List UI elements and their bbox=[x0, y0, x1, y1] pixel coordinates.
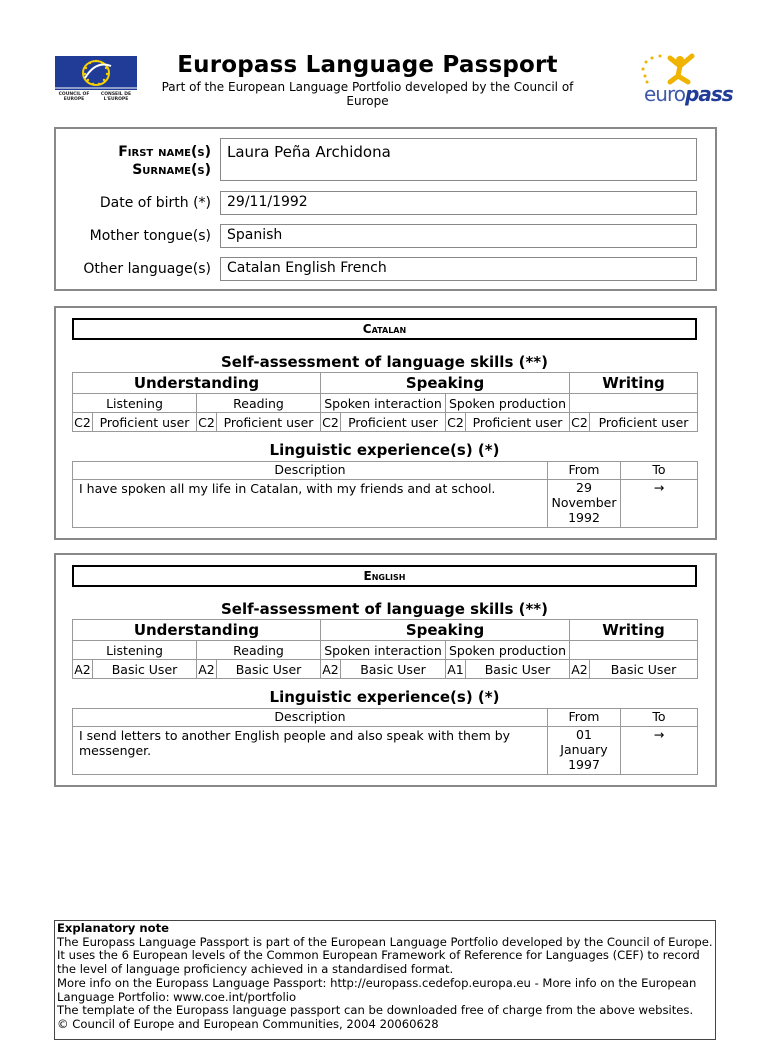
reading-header: Reading bbox=[197, 394, 321, 413]
skills-table bbox=[72, 619, 698, 679]
experience-table bbox=[72, 461, 698, 528]
spoken-interaction-header: Spoken interaction bbox=[321, 641, 446, 660]
note-line-3: The template of the Europass language passport can be downloaded free of charge from the above websites. bbox=[57, 1003, 694, 1018]
skill-level-code: C2 bbox=[322, 414, 339, 430]
skills-level-row bbox=[73, 413, 698, 432]
other-languages-field: Catalan English French bbox=[220, 257, 697, 281]
experience-from bbox=[548, 480, 621, 528]
linguistic-experience-title: Linguistic experience(s) (*) bbox=[269, 441, 500, 459]
note-line-1: The Europass Language Passport is part of the European Language Portfolio developed by the Council of Europe. It uses the 6 European levels of the Common European Framework of Reference for Languages (CEF) to record the level of language proficiency achieved in a standardised format. bbox=[57, 934, 713, 977]
skill-level-label: Basic User bbox=[93, 660, 197, 679]
language-panel-catalan bbox=[54, 306, 717, 540]
experience-row bbox=[73, 727, 698, 775]
skills-table bbox=[72, 372, 698, 432]
skill-level-code: C2 bbox=[74, 414, 91, 430]
europass-figure-icon bbox=[636, 52, 718, 86]
self-assessment-title: Self-assessment of language skills (**) bbox=[220, 353, 549, 371]
explanatory-note bbox=[54, 920, 716, 1040]
listening-header: Listening bbox=[73, 641, 197, 660]
note-line-2: More info on the Europass Language Passport: http://europass.cedefop.europa.eu - More info on the European Language Portfolio: www.coe.int/portfolio bbox=[57, 975, 697, 1004]
skill-level-code: A2 bbox=[571, 661, 588, 677]
writing-header: Writing bbox=[570, 620, 698, 641]
description-header: Description bbox=[73, 709, 548, 727]
skill-level-label: Proficient user bbox=[466, 413, 570, 432]
skill-level-label: Proficient user bbox=[341, 413, 446, 432]
coe-logo-text-fr: CONSEIL DE L'EUROPE bbox=[100, 92, 132, 102]
spoken-production-header: Spoken production bbox=[446, 394, 570, 413]
experience-table bbox=[72, 708, 698, 775]
language-panel-english bbox=[54, 553, 717, 787]
date-of-birth-field: 29/11/1992 bbox=[220, 191, 697, 215]
skill-level-code: C2 bbox=[571, 414, 588, 430]
note-title: Explanatory note bbox=[57, 921, 170, 935]
experience-to: → bbox=[621, 727, 698, 775]
skill-level-label: Proficient user bbox=[93, 413, 197, 432]
self-assessment-title: Self-assessment of language skills (**) bbox=[220, 600, 549, 618]
coe-logo-text-en: COUNCIL OF EUROPE bbox=[58, 92, 90, 102]
page-subtitle: Part of the European Language Portfolio developed by the Council of Europe bbox=[161, 80, 574, 108]
language-name: Catalan bbox=[72, 318, 697, 340]
europass-logo bbox=[636, 52, 733, 112]
skill-level-label: Basic User bbox=[341, 660, 446, 679]
spoken-production-header: Spoken production bbox=[446, 641, 570, 660]
to-header: To bbox=[621, 462, 698, 480]
writing-subheader bbox=[570, 394, 698, 413]
language-name: English bbox=[72, 565, 697, 587]
spoken-interaction-header: Spoken interaction bbox=[321, 394, 446, 413]
council-of-europe-flag bbox=[55, 56, 137, 90]
from-year: 1992 bbox=[568, 510, 600, 525]
personal-info-panel bbox=[54, 127, 717, 291]
page-header bbox=[0, 0, 768, 120]
from-header: From bbox=[548, 709, 621, 727]
from-day: 01 bbox=[576, 727, 592, 742]
experience-row bbox=[73, 480, 698, 528]
skill-level-label: Basic User bbox=[466, 660, 570, 679]
name-field: Laura Peña Archidona bbox=[220, 138, 697, 181]
date-of-birth-label: Date of birth (*) bbox=[99, 195, 211, 211]
first-name-label: First name(s) bbox=[118, 144, 211, 160]
from-day: 29 bbox=[576, 480, 592, 495]
writing-subheader bbox=[570, 641, 698, 660]
speaking-header: Speaking bbox=[321, 620, 570, 641]
europass-wordmark-euro: euro bbox=[644, 82, 685, 106]
skill-level-label: Proficient user bbox=[217, 413, 321, 432]
linguistic-experience-title: Linguistic experience(s) (*) bbox=[269, 688, 500, 706]
from-month: January bbox=[560, 742, 608, 757]
to-header: To bbox=[621, 709, 698, 727]
skill-level-code: A1 bbox=[447, 661, 464, 677]
speaking-header: Speaking bbox=[321, 373, 570, 394]
skill-level-code: C2 bbox=[447, 414, 464, 430]
surname-label: Surname(s) bbox=[132, 162, 211, 178]
experience-description: I have spoken all my life in Catalan, with my friends and at school. bbox=[73, 480, 548, 528]
council-of-europe-logo bbox=[55, 56, 137, 102]
note-line-4: © Council of Europe and European Communities, 2004 20060628 bbox=[57, 1016, 439, 1031]
skill-level-code: A2 bbox=[74, 661, 91, 677]
europass-wordmark bbox=[644, 82, 733, 106]
writing-header: Writing bbox=[570, 373, 698, 394]
skill-level-code: A2 bbox=[322, 661, 339, 677]
skills-level-row bbox=[73, 660, 698, 679]
experience-from bbox=[548, 727, 621, 775]
mother-tongue-label: Mother tongue(s) bbox=[89, 228, 211, 244]
understanding-header: Understanding bbox=[73, 373, 321, 394]
skill-level-code: A2 bbox=[198, 661, 215, 677]
from-month: November bbox=[551, 495, 617, 510]
experience-description: I send letters to another English people and also speak with them by messenger. bbox=[73, 727, 548, 775]
description-header: Description bbox=[73, 462, 548, 480]
other-languages-label: Other language(s) bbox=[83, 261, 211, 277]
listening-header: Listening bbox=[73, 394, 197, 413]
skill-level-label: Basic User bbox=[217, 660, 321, 679]
skill-level-label: Proficient user bbox=[590, 413, 698, 432]
skill-level-code: C2 bbox=[198, 414, 215, 430]
europass-wordmark-pass: pass bbox=[685, 82, 733, 106]
mother-tongue-field: Spanish bbox=[220, 224, 697, 248]
experience-to: → bbox=[621, 480, 698, 528]
understanding-header: Understanding bbox=[73, 620, 321, 641]
from-header: From bbox=[548, 462, 621, 480]
skill-level-label: Basic User bbox=[590, 660, 698, 679]
council-of-europe-emblem-icon bbox=[55, 56, 137, 90]
reading-header: Reading bbox=[197, 641, 321, 660]
from-year: 1997 bbox=[568, 757, 600, 772]
page-title: Europass Language Passport bbox=[177, 52, 558, 78]
